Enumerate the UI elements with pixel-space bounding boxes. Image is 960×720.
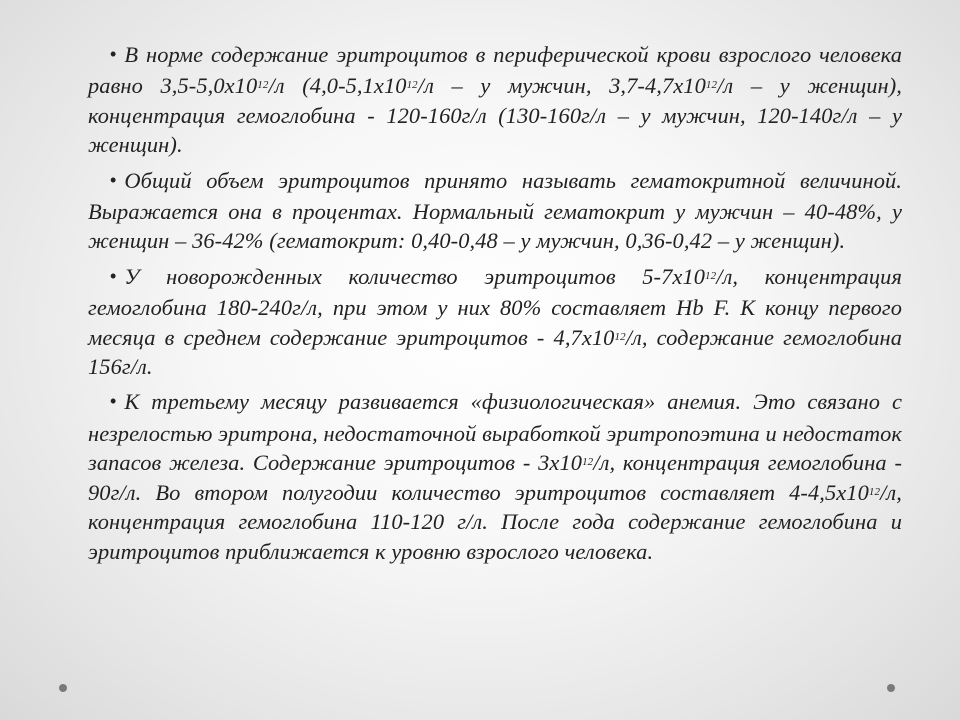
bullet-icon: • (110, 169, 117, 190)
text-segment: У новорожденных количество эритроцитов 5-7х10 (124, 263, 706, 289)
exponent: 12 (868, 485, 881, 498)
paragraph-adult-norms (88, 40, 902, 160)
text-segment: /л (4,0-5,1х10 (268, 73, 407, 99)
slide-content (88, 40, 902, 572)
paragraph-newborns (88, 262, 902, 382)
text-segment: /л, содержание гемоглобина 156г/л. (88, 324, 902, 380)
nav-dot-left-icon (59, 684, 67, 692)
exponent: 12 (406, 79, 418, 92)
nav-dot-right-icon (887, 684, 895, 692)
paragraph-third-month (88, 387, 902, 565)
paragraph-hematocrit (88, 166, 902, 256)
text-segment: /л, концентрация гемоглобина 110-120 г/л. После года содержание гемоглобина и эритроцитов приближается к уровню взрослого человека. (88, 479, 902, 564)
exponent: 12 (614, 330, 626, 343)
exponent: 12 (257, 79, 269, 92)
exponent: 12 (705, 269, 717, 282)
bullet-icon: • (110, 391, 117, 412)
text-segment: К третьему месяцу развивается «физиологическая» анемия. Это связано с незрелостью эритрона, недостаточной выработкой эритропоэтина и недостаток запасов железа. Содержание эритроцитов - 3х10 (88, 389, 902, 476)
text-segment: /л, концентрация гемоглобина - 90г/л. Во втором полугодии количество эритроцитов составляет 4-4,5х10 (88, 450, 902, 505)
text-segment: Общий объем эритроцитов принято называть гематокритной величиной. Выражается она в процентах. Нормальный гематокрит у мужчин – 40-48%, у женщин – 36-42% (гематокрит: 0,40-0,48 – у мужчин, 0,36-0,42 – у женщин). (88, 167, 902, 254)
exponent: 12 (582, 456, 594, 469)
bullet-icon: • (110, 265, 117, 286)
text-segment: /л, концентрация гемоглобина 180-240г/л, при этом у них 80% составляет Hb F. К концу первого месяца в среднем содержание эритроцитов - 4,7х10 (88, 263, 902, 350)
text-segment: В норме содержание эритроцитов в периферической крови взрослого человека равно 3,5-5,0х10 (88, 42, 902, 99)
bullet-icon: • (110, 44, 117, 64)
text-segment: /л – у мужчин, 3,7-4,7х10 (417, 73, 706, 99)
exponent: 12 (705, 79, 718, 92)
text-segment: /л – у женщин), концентрация гемоглобина - 120-160г/л (130-160г/л – у мужчин, 120-140г/л – у женщин). (88, 73, 902, 158)
